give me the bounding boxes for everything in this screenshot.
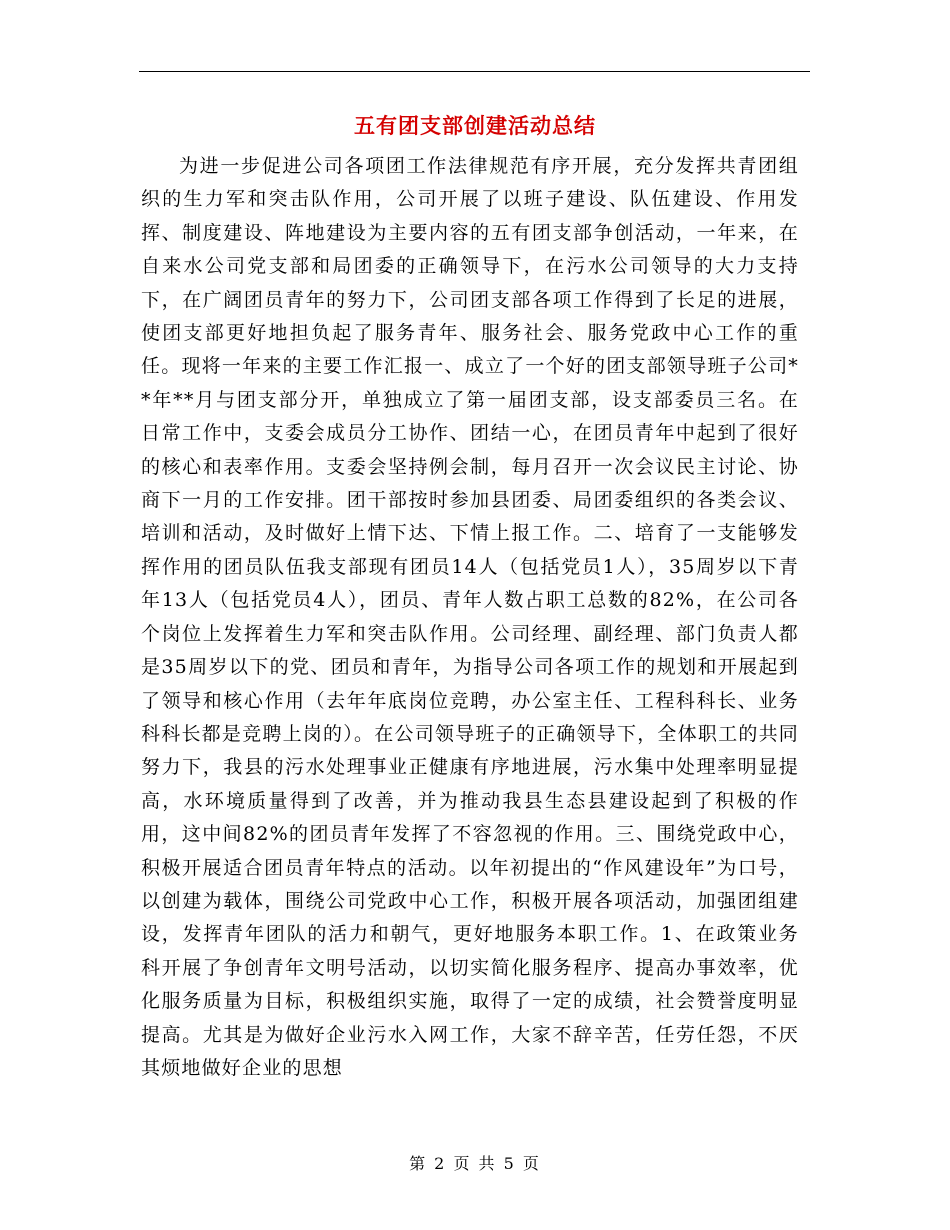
header-rule (139, 71, 810, 72)
document-title: 五有团支部创建活动总结 (354, 113, 596, 138)
page-number-footer: 第 2 页 共 5 页 (409, 1154, 541, 1173)
body-paragraph: 为进一步促进公司各项团工作法律规范有序开展，充分发挥共青团组织的生力军和突击队作用，公司开展了以班子建设、队伍建设、作用发挥、制度建设、阵地建设为主要内容的五有团支部争创活动，一年来，在自来水公司党支部和局团委的正确领导下，在污水公司领导的大力支持下，在广阔团员青年的努力下，公司团支部各项工作得到了长足的进展，使团支部更好地担负起了服务青年、服务社会、服务党政中心工作的重任。现将一年来的主要工作汇报一、成立了一个好的团支部领导班子公司**年**月与团支部分开，单独成立了第一届团支部，设支部委员三名。在日常工作中，支委会成员分工协作、团结一心，在团员青年中起到了很好的核心和表率作用。支委会坚持例会制，每月召开一次会议民主讨论、协商下一月的工作安排。团干部按时参加县团委、局团委组织的各类会议、培训和活动，及时做好上情下达、下情上报工作。二、培育了一支能够发挥作用的团员队伍我支部现有团员14人（包括党员1人），35周岁以下青年13人（包括党员4人），团员、青年人数占职工总数的82%，在公司各个岗位上发挥着生力军和突击队作用。公司经理、副经理、部门负责人都是35周岁以下的党、团员和青年，为指导公司各项工作的规划和开展起到了领导和核心作用（去年年底岗位竞聘，办公室主任、工程科科长、业务科科长都是竞聘上岗的）。在公司领导班子的正确领导下，全体职工的共同努力下，我县的污水处理事业正健康有序地进展，污水集中处理率明显提高，水环境质量得到了改善，并为推动我县生态县建设起到了积极的作用，这中间82%的团员青年发挥了不容忽视的作用。三、围绕党政中心，积极开展适合团员青年特点的活动。以年初提出的“作风建设年”为口号，以创建为载体，围绕公司党政中心工作，积极开展各项活动，加强团组建设，发挥青年团队的活力和朝气，更好地服务本职工作。1、在政策业务科开展了争创青年文明号活动，以切实简化服务程序、提高办事效率，优化服务质量为目标，积极组织实施，取得了一定的成绩，社会赞誉度明显提高。尤其是为做好企业污水入网工作，大家不辞辛苦，任劳任怨，不厌其烦地做好企业的思想 (141, 155, 799, 1079)
